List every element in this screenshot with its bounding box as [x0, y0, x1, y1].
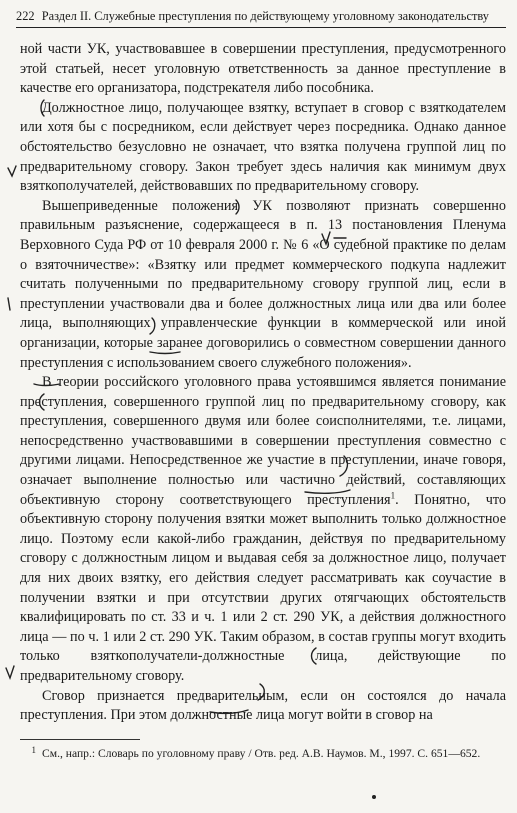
footnote-divider [20, 739, 140, 740]
page-number: 222 [16, 9, 35, 23]
running-title: Раздел II. Служебные преступления по действующему уголовному законодательству [41, 9, 489, 23]
paragraph-prior-agreement: Сговор признается предварительным, если он состоялся до начала преступления. При этом должностные лица могут войти в сговор на [20, 687, 506, 724]
paragraph-group-theory [20, 373, 506, 687]
footnote [20, 742, 506, 762]
paragraph-continuation: ной части УК, участвовавшее в совершении преступления, предусмотренного этой статьей, несет уголовную ответственность за данное преступление в качестве его организатора, подстрекателя либо пособника. [20, 41, 506, 97]
pen-tick-margin-1 [8, 166, 16, 176]
footnote-text: См., напр.: Словарь по уголовному праву / Отв. ред. А.В. Наумов. М., 1997. С. 651—652. [42, 747, 481, 760]
pen-dot-bottom [372, 795, 376, 799]
footnote-mark: 1 [31, 745, 36, 755]
page-body [20, 40, 506, 726]
paragraph-group-theory-part1: В теории российского уголовного права устоявшимся является понимание преступления, совершенного группой лиц по предварительному сговору, как преступления, совершенного двумя или более соисполнителями, т.е. лицами, непосредственно участвовавшими в совершении преступления совместно с другими лицами. Непосредственное же участие в преступлении, иначе говоря, означает выполнение полностью или частично действий, составляющих объективную сторону соответствующего преступления [20, 374, 506, 508]
pen-tick-margin-3 [6, 666, 14, 678]
footnote-reference: 1 [390, 489, 396, 500]
paragraph-supreme-court-explanation: Вышеприведенные положения УК позволяют признать совершенно правильным разъяснение, содержащееся в п. 13 постановления Пленума Верховного Суда РФ от 10 февраля 2000 г. № 6 «О судебной практике по делам о взяточничестве»: «Взятку или предмет коммерческого подкупа надлежит считать полученными по предварительному сговору группой лиц, если в преступлении участвовали два и более должностных лица или два или более лица, выполняющих управленческие функции в коммерческой или иной организации, которые заранее договорились о совместном совершении данного преступления с использованием своего служебного положения». [20, 197, 506, 371]
paragraph-group-theory-part2: . Понятно, что объективную сторону получения взятки может выполнить только должностное лицо. Поэтому если какой-либо гражданин, действуя по предварительному сговору с должностным лицом и выдавая себя за должностное лицо, получает для них двоих взятку, его действия следует рассматривать как соучастие в получении взятки и при отсутствии других отягчающих обстоятельств квалифицировать по ст. 33 и ч. 1 или 2 ст. 290 УК, а действия должностного лица — по ч. 1 или 2 ст. 290 УК. Таким образом, в состав группы могут входить только взяткополучатели-должностные лица, действующие по предварительному сговору. [20, 491, 506, 684]
paragraph-official-bribe-collusion: Должностное лицо, получающее взятку, вступает в сговор с взяткодателем или хотя бы с посредником, если действует через посредника. Однако данное обстоятельство безусловно не означает, что взятка получена группой лиц по предварительному сговору. Закон требует здесь наличия как минимум двух взяткополучателей, действовавших по предварительному сговору. [20, 99, 506, 195]
pen-tick-margin-2 [8, 298, 10, 310]
running-header [16, 8, 506, 28]
